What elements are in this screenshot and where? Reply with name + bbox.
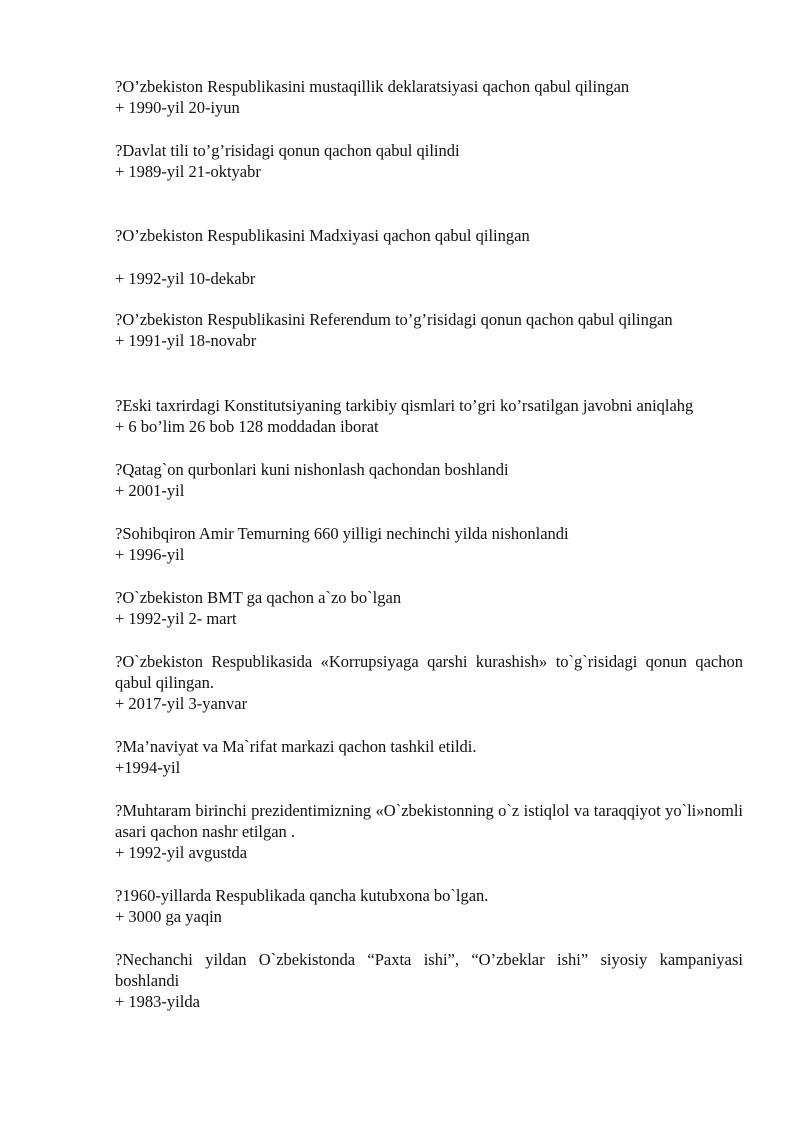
answer-text: + 6 bo’lim 26 bob 128 moddadan iborat [115, 417, 379, 436]
answer-text: + 1992-yil 2- mart [115, 609, 237, 628]
answer-text: + 1991-yil 18-novabr [115, 331, 257, 350]
question-text: ?O’zbekiston Respublikasini mustaqillik deklaratsiyasi qachon qabul qilingan [115, 77, 630, 96]
qa-item-5 [115, 395, 743, 437]
question-text: ?Sohibqiron Amir Temurning 660 yilligi nechinchi yilda nishonlandi [115, 524, 569, 543]
question-text: ?Muhtaram birinchi prezidentimizning «O`zbekistonning o`z istiqlol va taraqqiyot yo`li»nomli asari qachon nashr etilgan . [115, 801, 743, 841]
question-text: ?Eski taxrirdagi Konstitutsiyaning tarkibiy qismlari to’gri ko’rsatilgan javobni aniqlahg [115, 396, 694, 415]
question-text: ?1960-yillarda Respublikada qancha kutubxona bo`lgan. [115, 886, 489, 905]
question-text: ?Nechanchi yildan O`zbekistonda “Paxta ishi”, “O’zbeklar ishi” siyosiy kampaniyasi boshlandi [115, 950, 743, 990]
document-page [115, 76, 743, 1012]
question-text: ?Qatag`on qurbonlari kuni nishonlash qachondan boshlandi [115, 460, 509, 479]
qa-item-8 [115, 587, 743, 629]
answer-text: +1994-yil [115, 758, 181, 777]
qa-item-6 [115, 459, 743, 501]
question-text: ?Davlat tili to’g’risidagi qonun qachon qabul qilindi [115, 141, 460, 160]
qa-item-4 [115, 309, 743, 351]
qa-item-13 [115, 949, 743, 1012]
qa-item-12 [115, 885, 743, 927]
answer-text: + 1992-yil avgustda [115, 843, 248, 862]
answer-text: + 1996-yil [115, 545, 185, 564]
qa-item-3 [115, 225, 743, 289]
qa-item-2 [115, 140, 743, 182]
question-text: ?O’zbekiston Respublikasini Referendum to’g’risidagi qonun qachon qabul qilingan [115, 310, 673, 329]
qa-item-10 [115, 736, 743, 778]
question-text: ?O`zbekiston Respublikasida «Korrupsiyaga qarshi kurashish» to`g`risidagi qonun qachon qabul qilingan. [115, 652, 743, 692]
question-text: ?O’zbekiston Respublikasini Madxiyasi qachon qabul qilingan [115, 226, 530, 245]
answer-text: + 2001-yil [115, 481, 185, 500]
qa-item-11 [115, 800, 743, 863]
question-text: ?O`zbekiston BMT ga qachon a`zo bo`lgan [115, 588, 402, 607]
qa-item-9 [115, 651, 743, 714]
question-text: ?Ma’naviyat va Ma`rifat markazi qachon tashkil etildi. [115, 737, 477, 756]
answer-text: + 1990-yil 20-iyun [115, 98, 240, 117]
answer-text: + 2017-yil 3-yanvar [115, 694, 248, 713]
answer-text: + 3000 ga yaqin [115, 907, 222, 926]
qa-item-1 [115, 76, 743, 118]
answer-text: + 1992-yil 10-dekabr [115, 269, 256, 288]
answer-text: + 1983-yilda [115, 992, 200, 1011]
qa-item-7 [115, 523, 743, 565]
answer-text: + 1989-yil 21-oktyabr [115, 162, 261, 181]
